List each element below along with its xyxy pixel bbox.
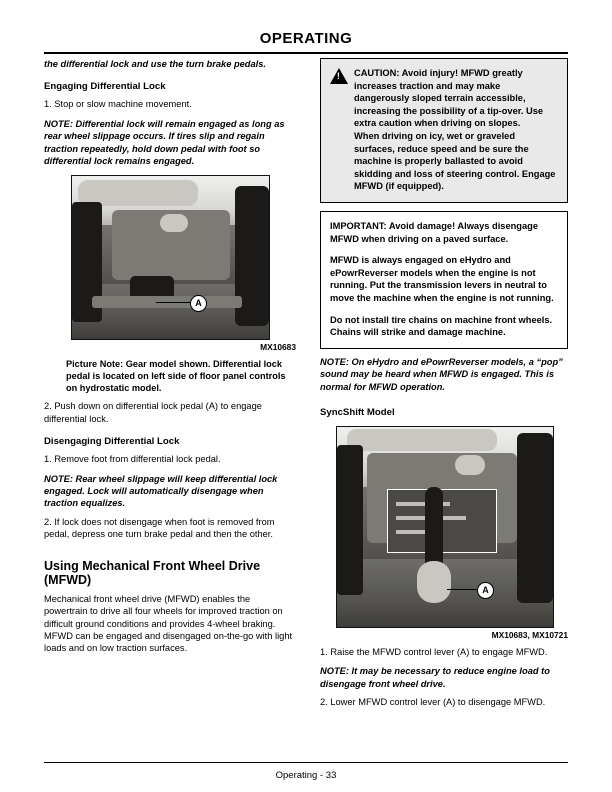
disengaging-heading: Disengaging Differential Lock: [44, 436, 180, 448]
figure1-callout-a: A: [190, 295, 207, 312]
engaging-note: NOTE: Differential lock will remain engaged as long as rear wheel slippage occurs. If tires slip and regain traction repeatedly, hold down pedal with foot so differential lock remains engaged.: [44, 118, 285, 167]
important-text-2: MFWD is always engaged on eHydro and ePowrReverser models when the engine is not running. Put the transmission levers in neutral to move the machine when the engine is not running.: [330, 255, 554, 303]
caution-box: [320, 58, 568, 203]
mfwd-step-2: 2. Lower MFWD control lever (A) to disengage MFWD.: [320, 697, 546, 708]
caution-text-1: CAUTION: Avoid injury! MFWD greatly increases traction and may make dangerously sloped terrain accessible, increasing the possibility of a tip-over. Use extra caution when driving on slopes.: [354, 68, 544, 129]
page-header-title: OPERATING: [259, 30, 353, 47]
mfwd-pop-note: NOTE: On eHydro and ePowrReverser models, a “pop” sound may be heard when MFWD is engaged. This is normal for MFWD operation.: [320, 356, 563, 392]
figure2-lever-grip: [417, 561, 451, 603]
important-box: [320, 211, 568, 349]
mfwd-step-1: 1. Raise the MFWD control lever (A) to engage MFWD.: [320, 646, 548, 657]
figure-mfwd-control-lever: [336, 426, 554, 628]
engaging-step-2: 2. Push down on differential lock pedal (A) to engage differential lock.: [44, 401, 262, 424]
left-column: [44, 58, 296, 655]
footer-divider: [44, 762, 568, 763]
header-divider: [44, 52, 568, 54]
figure1-leader-line: [156, 302, 190, 303]
disengaging-note: NOTE: Rear wheel slippage will keep differential lock engaged. Lock will automatically disengage when traction equalizes.: [44, 473, 278, 509]
right-column: [320, 58, 568, 709]
figure1-caption: Picture Note: Gear model shown. Differential lock pedal is located on left side of floor panel controls on hydrostatic model.: [66, 359, 286, 394]
mfwd-body-text: Mechanical front wheel drive (MFWD) enables the powertrain to drive all four wheels for improved traction on difficult ground conditions and provides 4-wheel braking. MFWD can be engaged and disengaged on-the-go with light loads and on low traction surfaces.: [44, 593, 293, 654]
important-text-1: IMPORTANT: Avoid damage! Always disengage MFWD when driving on a paved surface.: [330, 220, 539, 244]
figure2-left-fender: [337, 445, 363, 595]
figure2-code: MX10683, MX10721: [491, 629, 568, 640]
page-footer: Operating - 33: [275, 770, 337, 781]
figure1-lever-knob: [160, 214, 188, 232]
engaging-heading: Engaging Differential Lock: [44, 81, 166, 93]
figure1-code: MX10683: [260, 342, 296, 353]
warning-triangle-icon: [330, 68, 348, 84]
lead-note: the differential lock and use the turn brake pedals.: [44, 59, 266, 69]
mfwd-section-heading: Using Mechanical Front Wheel Drive (MFWD): [44, 558, 261, 587]
figure2-callout-a: A: [477, 582, 494, 599]
disengaging-step-2: 2. If lock does not disengage when foot is removed from pedal, depress one turn brake pedal and then the other.: [44, 516, 275, 540]
important-text-3: Do not install tire chains on machine front wheels. Chains will strike and damage machine.: [330, 314, 553, 338]
figure2-leader-line: [447, 589, 477, 590]
figure2-right-fender: [517, 433, 553, 603]
caution-text-2: When driving on icy, wet or graveled surfaces, reduce speed and be sure the machine is properly ballasted to avoid skidding and loss of steering control. Engage MFWD (if equipped).: [354, 130, 556, 192]
figure-differential-lock-pedal: [71, 175, 270, 340]
mfwd-note: NOTE: It may be necessary to reduce engine load to disengage front wheel drive.: [320, 666, 550, 689]
figure2-seat-shape: [347, 429, 497, 451]
figure2-knob: [455, 455, 485, 475]
engaging-step-1: 1. Stop or slow machine movement.: [44, 99, 192, 110]
syncshift-heading: SyncShift Model: [320, 406, 395, 418]
disengaging-step-1: 1. Remove foot from differential lock pedal.: [44, 454, 221, 465]
